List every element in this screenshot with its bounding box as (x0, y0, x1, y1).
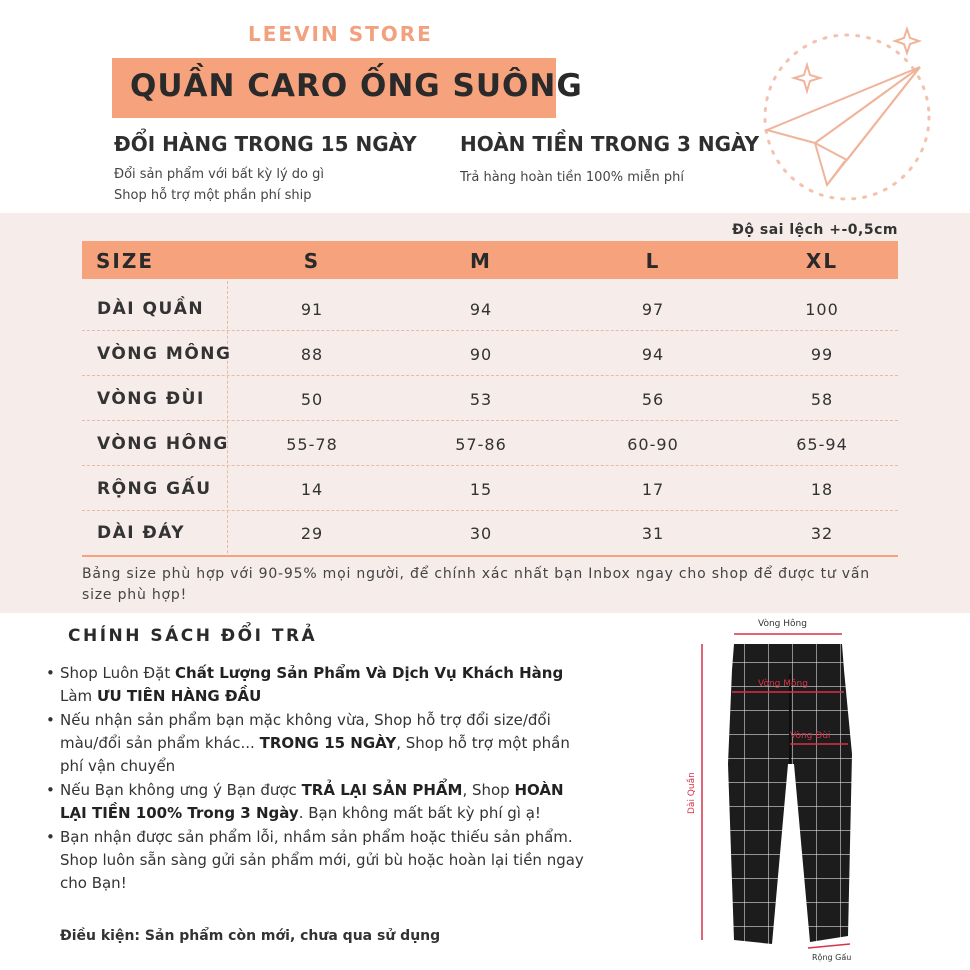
policy-text: , Shop hỗ trợ một phần phí vận chuyển (60, 734, 570, 775)
table-row-label: VÒNG ĐÙI (97, 389, 205, 409)
return-policy-list (46, 662, 588, 895)
table-cell: 57-86 (455, 435, 507, 454)
table-cell: 94 (641, 345, 665, 364)
table-row-label: VÒNG MÔNG (97, 344, 232, 364)
waistband (732, 644, 844, 670)
row-divider (82, 330, 898, 331)
size-header-s: S (303, 249, 321, 273)
hem-label: Rộng Gấu (812, 953, 852, 962)
policy-emphasis: Chất Lượng Sản Phẩm Và Dịch Vụ Khách Hàng (175, 664, 564, 682)
list-item (46, 826, 588, 895)
size-header-xl: XL (805, 249, 839, 273)
exchange-policy-heading: ĐỔI HÀNG TRONG 15 NGÀY (114, 132, 417, 156)
table-cell: 100 (805, 300, 839, 319)
table-cell: 50 (300, 390, 324, 409)
refund-policy-heading: HOÀN TIỀN TRONG 3 NGÀY (460, 132, 760, 156)
sparkle-icon (794, 65, 820, 91)
table-cell: 56 (641, 390, 665, 409)
table-cell: 53 (469, 390, 493, 409)
length-label: Dài Quần (687, 772, 697, 814)
table-cell: 91 (300, 300, 324, 319)
table-cell: 17 (641, 480, 665, 499)
policy-emphasis: HOÀN LẠI TIỀN 100% Trong 3 Ngày (60, 781, 564, 822)
store-name: LEEVIN STORE (248, 22, 433, 46)
policy-text: Bạn nhận được sản phẩm lỗi, nhầm sản phẩm hoặc thiếu sản phẩm. Shop luôn sẵn sàng gửi sản phẩm mới, gửi bù hoặc hoàn lại tiền ngay cho Bạn! (60, 828, 584, 892)
policy-emphasis: ƯU TIÊN HÀNG ĐẦU (96, 687, 262, 705)
product-title: QUẦN CARO ỐNG SUÔNG (130, 68, 583, 104)
table-bottom-line (82, 555, 898, 557)
row-divider (82, 465, 898, 466)
list-item (46, 662, 588, 708)
paper-plane-icon (755, 25, 955, 210)
table-cell: 97 (641, 300, 665, 319)
policy-text: Nếu nhận sản phẩm bạn mặc không vừa, Shop hỗ trợ đổi size/đổi màu/đổi sản phẩm khác... (60, 711, 551, 752)
table-row-label: DÀI ĐÁY (97, 523, 186, 543)
table-cell: 55-78 (286, 435, 338, 454)
thigh-label: Vòng Đùi (790, 731, 831, 741)
waist-label: Vòng Hông (758, 619, 807, 629)
table-cell: 30 (469, 524, 493, 543)
table-cell: 94 (469, 300, 493, 319)
exchange-policy-line2: Shop hỗ trợ một phần phí ship (114, 188, 312, 203)
refund-policy-line1: Trả hàng hoàn tiền 100% miễn phí (460, 170, 684, 185)
size-table-note: Bảng size phù hợp với 90-95% mọi người, để chính xác nhất bạn Inbox ngay cho shop để được tư vấn size phù hợp! (82, 566, 870, 603)
row-divider (82, 375, 898, 376)
return-condition: Điều kiện: Sản phẩm còn mới, chưa qua sử dụng (60, 928, 441, 944)
row-divider (82, 510, 898, 511)
table-cell: 65-94 (796, 435, 848, 454)
table-row-label: VÒNG HÔNG (97, 434, 229, 454)
policy-emphasis: TRONG 15 NGÀY (259, 734, 397, 752)
row-divider (82, 420, 898, 421)
size-header-m: M (470, 249, 492, 273)
exchange-policy-line1: Đổi sản phẩm với bất kỳ lý do gì (114, 167, 324, 182)
table-cell: 14 (300, 480, 324, 499)
table-row-label: DÀI QUẦN (97, 299, 205, 319)
table-cell: 15 (469, 480, 493, 499)
list-item (46, 709, 588, 778)
table-divider (227, 281, 228, 553)
table-cell: 32 (810, 524, 834, 543)
table-cell: 88 (300, 345, 324, 364)
table-cell: 18 (810, 480, 834, 499)
table-row-label: RỘNG GẤU (97, 479, 212, 499)
table-cell: 31 (641, 524, 665, 543)
policy-text: Làm (60, 687, 97, 705)
sparkle-icon (895, 29, 919, 53)
policy-text: Nếu Bạn không ưng ý Bạn được (60, 781, 302, 799)
hem-measure-line (808, 944, 850, 948)
tolerance-note: Độ sai lệch +-0,5cm (732, 222, 898, 238)
policy-text: , Shop (462, 781, 515, 799)
table-cell: 58 (810, 390, 834, 409)
policy-emphasis: TRẢ LẠI SẢN PHẨM (301, 781, 463, 799)
table-cell: 29 (300, 524, 324, 543)
pants-measurement-diagram (672, 614, 872, 964)
table-cell: 60-90 (627, 435, 679, 454)
size-header-label: SIZE (96, 249, 155, 273)
size-header-l: L (645, 249, 661, 273)
return-policy-title: CHÍNH SÁCH ĐỔI TRẢ (68, 626, 318, 646)
hip-label: Vòng Mông (758, 679, 808, 689)
policy-text: Shop Luôn Đặt (60, 664, 176, 682)
table-cell: 99 (810, 345, 834, 364)
policy-text: . Bạn không mất bất kỳ phí gì ạ! (298, 804, 541, 822)
table-cell: 90 (469, 345, 493, 364)
list-item (46, 779, 588, 825)
